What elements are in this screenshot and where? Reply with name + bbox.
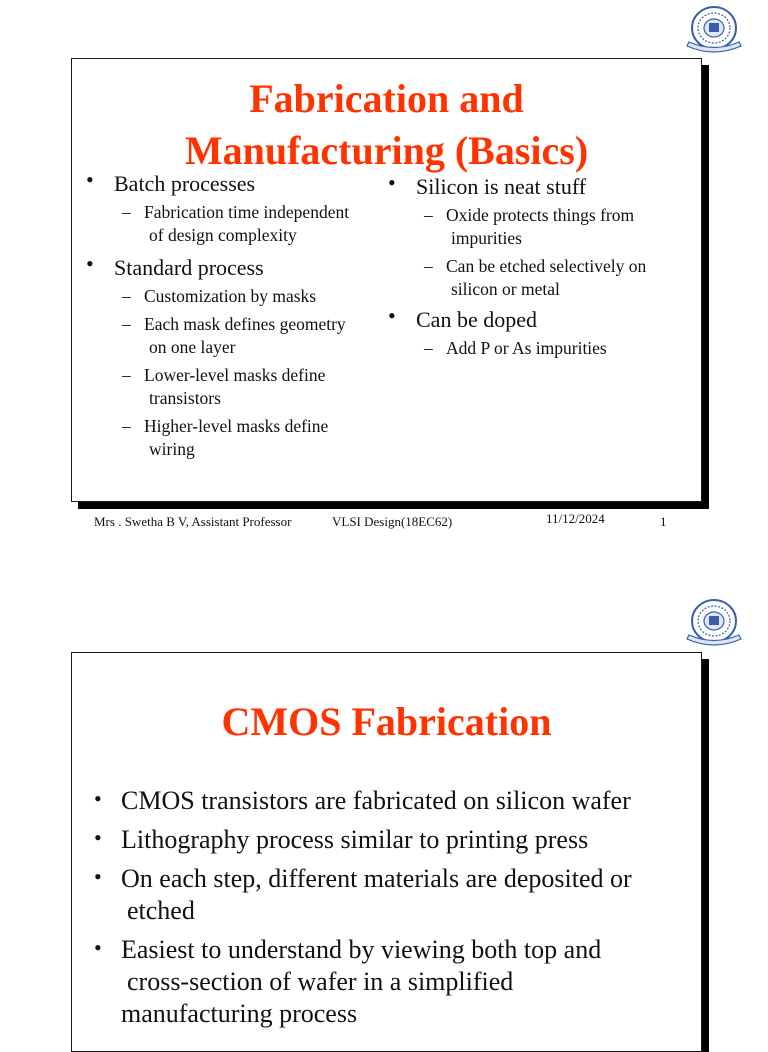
bullet-item: • Batch processes: [86, 167, 256, 196]
footer-author: Mrs . Swetha B V, Assistant Professor: [94, 514, 292, 529]
bullet-item: • On each step, different materials are deposited or etched: [72, 863, 692, 927]
dash-icon: –: [122, 286, 131, 306]
sub-bullet-item: – Each mask defines geometry on one layer: [122, 314, 346, 357]
slide-title: CMOS Fabrication: [221, 699, 552, 744]
dash-icon: –: [424, 256, 433, 276]
bullet-item: • Lithography process similar to printing press: [72, 824, 692, 856]
footer-page-number: 1: [660, 514, 667, 529]
sub-bullet-item: – Can be etched selectively on silicon or metal: [424, 256, 647, 299]
sub-bullet-item: – Customization by masks: [122, 286, 317, 306]
slide-title: Fabrication and Manufacturing (Basics): [184, 76, 589, 173]
bullet-dot-icon: •: [94, 864, 102, 889]
footer-date: 11/12/2024: [546, 511, 605, 526]
dash-icon: –: [122, 365, 131, 385]
sub-bullet-item: – Add P or As impurities: [424, 338, 607, 358]
college-emblem-icon: [683, 597, 745, 651]
bullet-dot-icon: •: [94, 825, 102, 850]
bullet-dot-icon: •: [86, 251, 94, 276]
college-emblem-icon: [683, 4, 745, 58]
right-column: [374, 170, 694, 360]
left-column: [72, 167, 382, 461]
bullet-item: • Silicon is neat stuff: [388, 170, 587, 199]
dash-icon: –: [122, 416, 131, 436]
bullet-item: • CMOS transistors are fabricated on silicon wafer: [72, 785, 692, 817]
bullet-item: • Can be doped: [388, 303, 537, 332]
sub-bullet-item: – Oxide protects things from impurities: [424, 205, 635, 248]
dash-icon: –: [424, 338, 433, 358]
bullet-dot-icon: •: [94, 935, 102, 960]
dash-icon: –: [424, 205, 433, 225]
sub-bullet-item: – Fabrication time independent of design complexity: [122, 202, 350, 245]
bullet-item: • Easiest to understand by viewing both top and cross-section of wafer in a simplified manufacturing process: [72, 934, 692, 1030]
bullet-dot-icon: •: [388, 303, 396, 328]
sub-bullet-item: – Higher-level masks define wiring: [122, 416, 329, 459]
sub-bullet-item: – Lower-level masks define transistors: [122, 365, 326, 408]
bullet-dot-icon: •: [388, 170, 396, 195]
dash-icon: –: [122, 202, 131, 222]
bullet-item: • Standard process: [86, 251, 264, 280]
bullet-dot-icon: •: [86, 167, 94, 192]
slide-1: [71, 58, 702, 502]
dash-icon: –: [122, 314, 131, 334]
bullet-dot-icon: •: [94, 786, 102, 811]
bullet-list: [72, 785, 692, 1037]
slide-2: [71, 652, 702, 1052]
footer-course: VLSI Design(18EC62): [332, 514, 453, 529]
